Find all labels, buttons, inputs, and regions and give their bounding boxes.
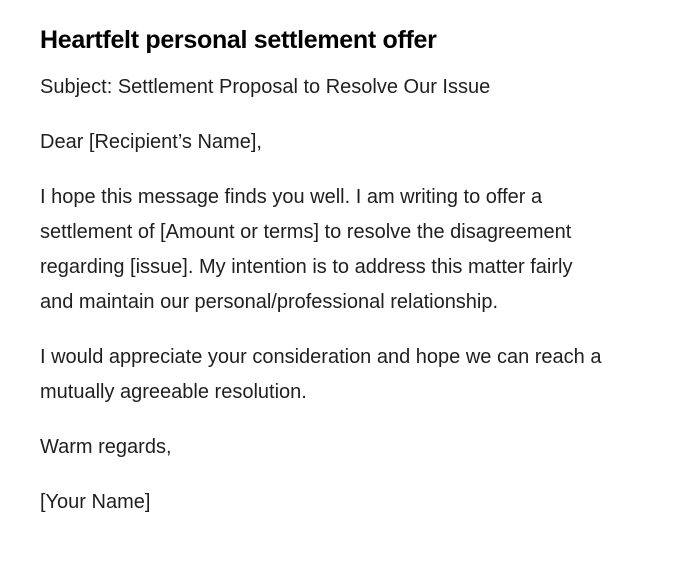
body-paragraph (40, 340, 660, 410)
paragraph-line: I would appreciate your consideration and hope we can reach a (40, 346, 602, 368)
paragraph-line: and maintain our personal/professional relationship. (40, 291, 499, 313)
paragraph-line: I hope this message finds you well. I am writing to offer a (40, 186, 543, 208)
closing: Warm regards, (40, 436, 172, 458)
paragraph-line: mutually agreeable resolution. (40, 381, 307, 403)
page-title: Heartfelt personal settlement offer (40, 26, 437, 54)
signature-placeholder: [Your Name] (40, 491, 151, 513)
subject-line: Subject: Settlement Proposal to Resolve Our Issue (40, 76, 491, 98)
paragraph-line: regarding [issue]. My intention is to address this matter fairly (40, 256, 573, 278)
paragraph-line: settlement of [Amount or terms] to resolve the disagreement (40, 221, 572, 243)
salutation: Dear [Recipient’s Name], (40, 131, 262, 153)
body-paragraph (40, 180, 660, 320)
